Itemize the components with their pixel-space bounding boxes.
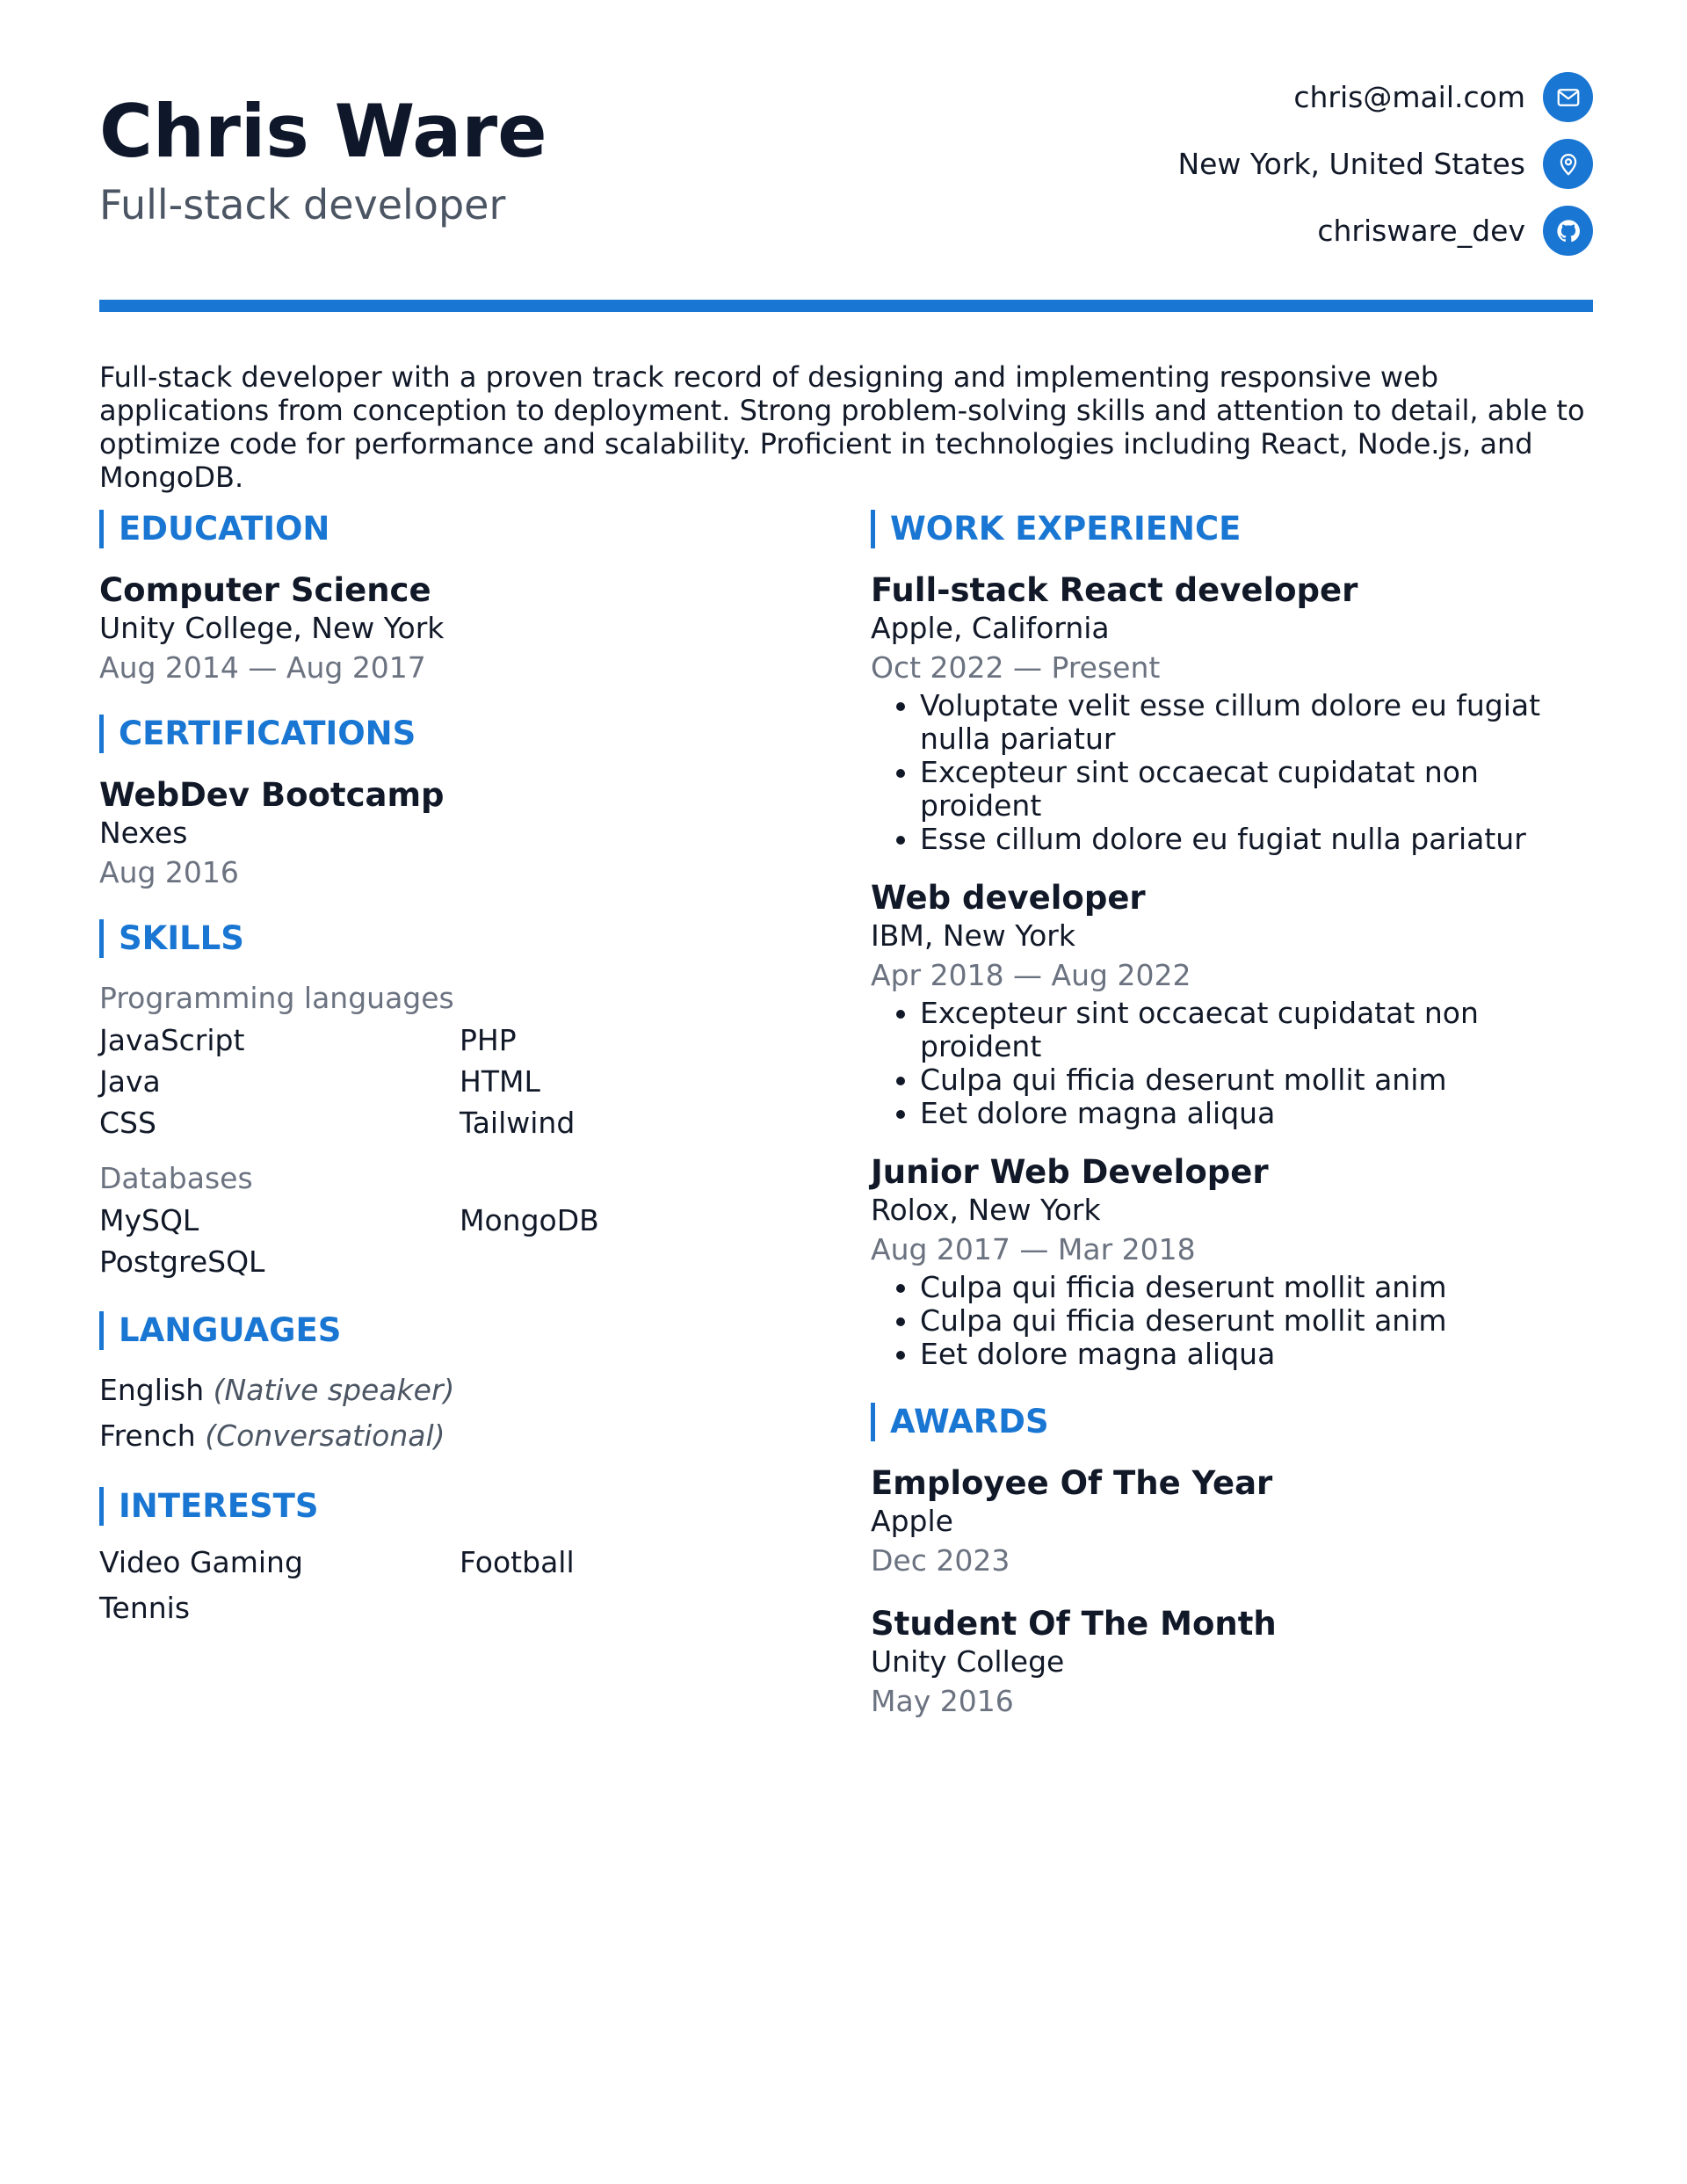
left-column bbox=[99, 510, 802, 1631]
skill-group-label: Programming languages bbox=[99, 981, 454, 1015]
contact-github[interactable] bbox=[1317, 206, 1593, 256]
contact-location bbox=[1177, 139, 1593, 189]
person-role: Full-stack developer bbox=[99, 181, 506, 229]
job-bullets bbox=[871, 1271, 1593, 1371]
skill-list bbox=[99, 1019, 802, 1143]
job-title: Full-stack React developer bbox=[871, 571, 1358, 609]
skill-item: Java bbox=[99, 1064, 161, 1099]
section-heading: AWARDS bbox=[871, 1403, 1593, 1441]
resume-header bbox=[99, 0, 1593, 308]
degree-title: Computer Science bbox=[99, 571, 431, 609]
bullet-item: • Excepteur sint occaecat cupidatat non proident bbox=[920, 997, 1593, 1063]
award-issuer: Apple bbox=[871, 1504, 953, 1538]
bullet-item: • Excepteur sint occaecat cupidatat non proident bbox=[920, 756, 1593, 823]
company-name: Apple, California bbox=[871, 611, 1110, 645]
skill-item: Tailwind bbox=[460, 1106, 576, 1140]
award-name: Employee Of The Year bbox=[871, 1464, 1273, 1502]
skill-item: PHP bbox=[460, 1023, 517, 1057]
skill-item: PostgreSQL bbox=[99, 1244, 265, 1279]
interest-item: Football bbox=[460, 1545, 575, 1579]
certification-name: WebDev Bootcamp bbox=[99, 776, 445, 814]
profile-summary: Full-stack developer with a proven track record of designing and implementing responsive web applications from conception to deployment. Strong problem-solving skills and attention to detail, able to optimize code for performance and scalability. Proficient in technologies including React, Node.js, and MongoDB. bbox=[99, 360, 1585, 494]
award-date: May 2016 bbox=[871, 1684, 1014, 1718]
skill-group bbox=[99, 1157, 802, 1282]
education-dates: Aug 2014 — Aug 2017 bbox=[99, 650, 426, 685]
header-divider bbox=[99, 300, 1593, 312]
skill-item: CSS bbox=[99, 1106, 156, 1140]
job-title: Web developer bbox=[871, 879, 1146, 917]
github-handle-text[interactable]: chrisware_dev bbox=[1317, 214, 1525, 248]
skill-list bbox=[99, 1200, 802, 1282]
certification-issuer: Nexes bbox=[99, 816, 188, 850]
section-heading: EDUCATION bbox=[99, 510, 802, 548]
job-bullets bbox=[871, 689, 1593, 856]
job-dates: Apr 2018 — Aug 2022 bbox=[871, 958, 1191, 992]
language-name: French bbox=[99, 1419, 196, 1453]
location-pin-icon bbox=[1543, 139, 1593, 189]
bullet-item: • Voluptate velit esse cillum dolore eu fugiat nulla pariatur bbox=[920, 689, 1593, 756]
skill-item: MongoDB bbox=[460, 1203, 599, 1237]
mail-icon bbox=[1543, 72, 1593, 122]
section-heading: LANGUAGES bbox=[99, 1311, 802, 1350]
bullet-item: • Eet dolore magna aliqua bbox=[920, 1338, 1593, 1371]
interest-item: Video Gaming bbox=[99, 1545, 303, 1579]
award-entry bbox=[871, 1605, 1593, 1723]
bullet-item: • Esse cillum dolore eu fugiat nulla pariatur bbox=[920, 823, 1593, 856]
work-experience-section bbox=[871, 510, 1593, 1371]
awards-section bbox=[871, 1403, 1593, 1723]
skill-item: HTML bbox=[460, 1064, 540, 1099]
skill-group-label: Databases bbox=[99, 1161, 253, 1195]
language-name: English bbox=[99, 1373, 205, 1407]
language-level: (Native speaker) bbox=[213, 1373, 455, 1407]
job-dates: Oct 2022 — Present bbox=[871, 650, 1161, 685]
interests-section bbox=[99, 1487, 802, 1631]
job-entry bbox=[871, 1153, 1593, 1371]
award-date: Dec 2023 bbox=[871, 1543, 1010, 1578]
award-name: Student Of The Month bbox=[871, 1605, 1277, 1643]
github-icon bbox=[1543, 206, 1593, 256]
bullet-item: • Culpa qui fficia deserunt mollit anim bbox=[920, 1271, 1593, 1304]
language-list bbox=[99, 1368, 802, 1459]
section-heading: SKILLS bbox=[99, 919, 802, 958]
certification-entry bbox=[99, 776, 802, 894]
email-text[interactable]: chris@mail.com bbox=[1293, 80, 1525, 114]
certifications-section bbox=[99, 715, 802, 894]
job-entry bbox=[871, 571, 1593, 856]
school-name: Unity College, New York bbox=[99, 611, 445, 645]
job-entry bbox=[871, 879, 1593, 1130]
language-item bbox=[99, 1368, 802, 1413]
languages-section bbox=[99, 1311, 802, 1459]
job-bullets bbox=[871, 997, 1593, 1130]
location-text: New York, United States bbox=[1177, 147, 1525, 181]
award-issuer: Unity College bbox=[871, 1644, 1065, 1679]
certification-date: Aug 2016 bbox=[99, 855, 239, 889]
skill-group bbox=[99, 977, 802, 1143]
bullet-item: • Eet dolore magna aliqua bbox=[920, 1097, 1593, 1130]
language-level: (Conversational) bbox=[205, 1419, 445, 1453]
person-name: Chris Ware bbox=[99, 89, 547, 174]
job-dates: Aug 2017 — Mar 2018 bbox=[871, 1232, 1196, 1266]
award-entry bbox=[871, 1464, 1593, 1582]
bullet-item: • Culpa qui fficia deserunt mollit anim bbox=[920, 1063, 1593, 1097]
job-title: Junior Web Developer bbox=[871, 1153, 1269, 1191]
section-heading: CERTIFICATIONS bbox=[99, 715, 802, 753]
language-item bbox=[99, 1413, 802, 1459]
skills-section bbox=[99, 919, 802, 1282]
company-name: Rolox, New York bbox=[871, 1193, 1101, 1227]
skill-item: MySQL bbox=[99, 1203, 199, 1237]
section-heading: INTERESTS bbox=[99, 1487, 802, 1526]
skill-item: JavaScript bbox=[99, 1023, 245, 1057]
right-column bbox=[871, 510, 1593, 1723]
education-section bbox=[99, 510, 802, 689]
company-name: IBM, New York bbox=[871, 918, 1075, 953]
section-heading: WORK EXPERIENCE bbox=[871, 510, 1593, 548]
bullet-item: • Culpa qui fficia deserunt mollit anim bbox=[920, 1304, 1593, 1338]
interest-list bbox=[99, 1540, 802, 1631]
contact-list bbox=[1177, 72, 1593, 256]
contact-email[interactable] bbox=[1293, 72, 1593, 122]
resume-page bbox=[99, 0, 1593, 1718]
education-entry bbox=[99, 571, 802, 689]
interest-item: Tennis bbox=[99, 1591, 191, 1625]
